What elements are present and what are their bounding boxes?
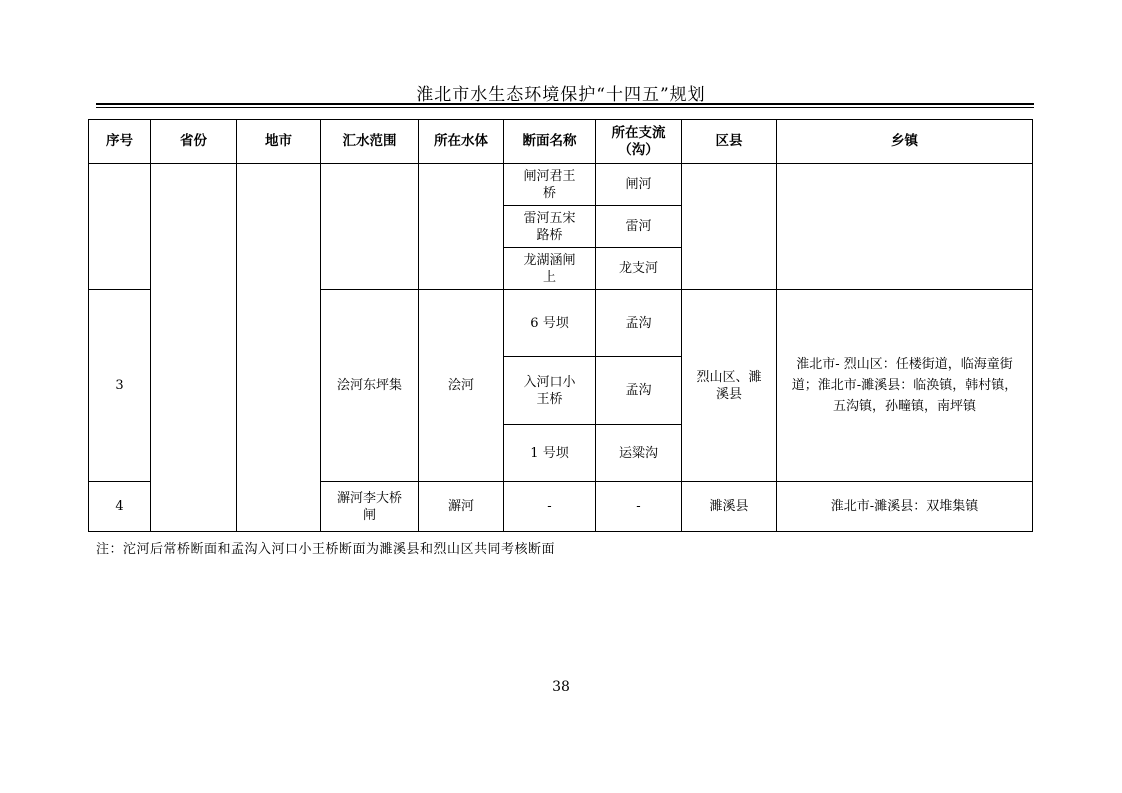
province-cell <box>150 163 237 532</box>
column-header-section-name: 断面名称 <box>503 119 596 164</box>
catchment-cell: 澥河李大桥闸 <box>320 481 419 532</box>
column-header-no: 序号 <box>88 119 151 164</box>
document-header-title: 淮北市水生态环境保护“十四五”规划 <box>416 85 706 105</box>
section-name-cell: 入河口小王桥 <box>503 356 596 425</box>
county-cell: 烈山区、濉溪县 <box>681 289 777 482</box>
section-name-cell: 6 号坝 <box>503 289 596 357</box>
section-name-cell: 龙湖涵闸上 <box>503 247 596 290</box>
section-name-cell: 1 号坝 <box>503 424 596 482</box>
catchment-cell: 浍河东坪集 <box>320 289 419 482</box>
page-number: 38 <box>552 679 570 695</box>
tributary-cell: 雷河 <box>595 205 682 248</box>
county-cell: 濉溪县 <box>681 481 777 532</box>
column-header-township: 乡镇 <box>776 119 1033 164</box>
township-cell: 淮北市-濉溪县：双堆集镇 <box>776 481 1033 532</box>
township-cell: 淮北市- 烈山区：任楼街道，临海童街道；淮北市-濉溪县：临涣镇，韩村镇，五沟镇，孙疃镇，南坪镇 <box>776 289 1033 482</box>
tributary-cell: - <box>595 481 682 532</box>
section-name-cell: 闸河君王桥 <box>503 163 596 206</box>
section-name-cell: 雷河五宋路桥 <box>503 205 596 248</box>
tributary-cell: 运粱沟 <box>595 424 682 482</box>
township-cell-continued <box>776 163 1033 290</box>
row-no-3: 3 <box>88 289 151 482</box>
column-header-county: 区县 <box>681 119 777 164</box>
header-rule-thin <box>96 107 1034 108</box>
tributary-cell: 孟沟 <box>595 289 682 357</box>
water-body-cell: 浍河 <box>418 289 504 482</box>
county-cell-continued <box>681 163 777 290</box>
column-header-catchment: 汇水范围 <box>320 119 419 164</box>
column-header-water-body: 所在水体 <box>418 119 504 164</box>
catchment-cell-continued <box>320 163 419 290</box>
tributary-cell: 孟沟 <box>595 356 682 425</box>
monitoring-section-table <box>89 120 1033 532</box>
no-cell-continued <box>88 163 151 290</box>
column-header-tributary: 所在支流（沟） <box>595 119 682 164</box>
table-footnote: 注：沱河后常桥断面和孟沟入河口小王桥断面为濉溪县和烈山区共同考核断面 <box>96 542 556 557</box>
row-no-4: 4 <box>88 481 151 532</box>
tributary-cell: 龙支河 <box>595 247 682 290</box>
tributary-cell: 闸河 <box>595 163 682 206</box>
column-header-province: 省份 <box>150 119 237 164</box>
water-body-cell-continued <box>418 163 504 290</box>
city-cell <box>236 163 321 532</box>
column-header-city: 地市 <box>236 119 321 164</box>
section-name-cell: - <box>503 481 596 532</box>
water-body-cell: 澥河 <box>418 481 504 532</box>
header-rule-thick <box>96 103 1034 105</box>
